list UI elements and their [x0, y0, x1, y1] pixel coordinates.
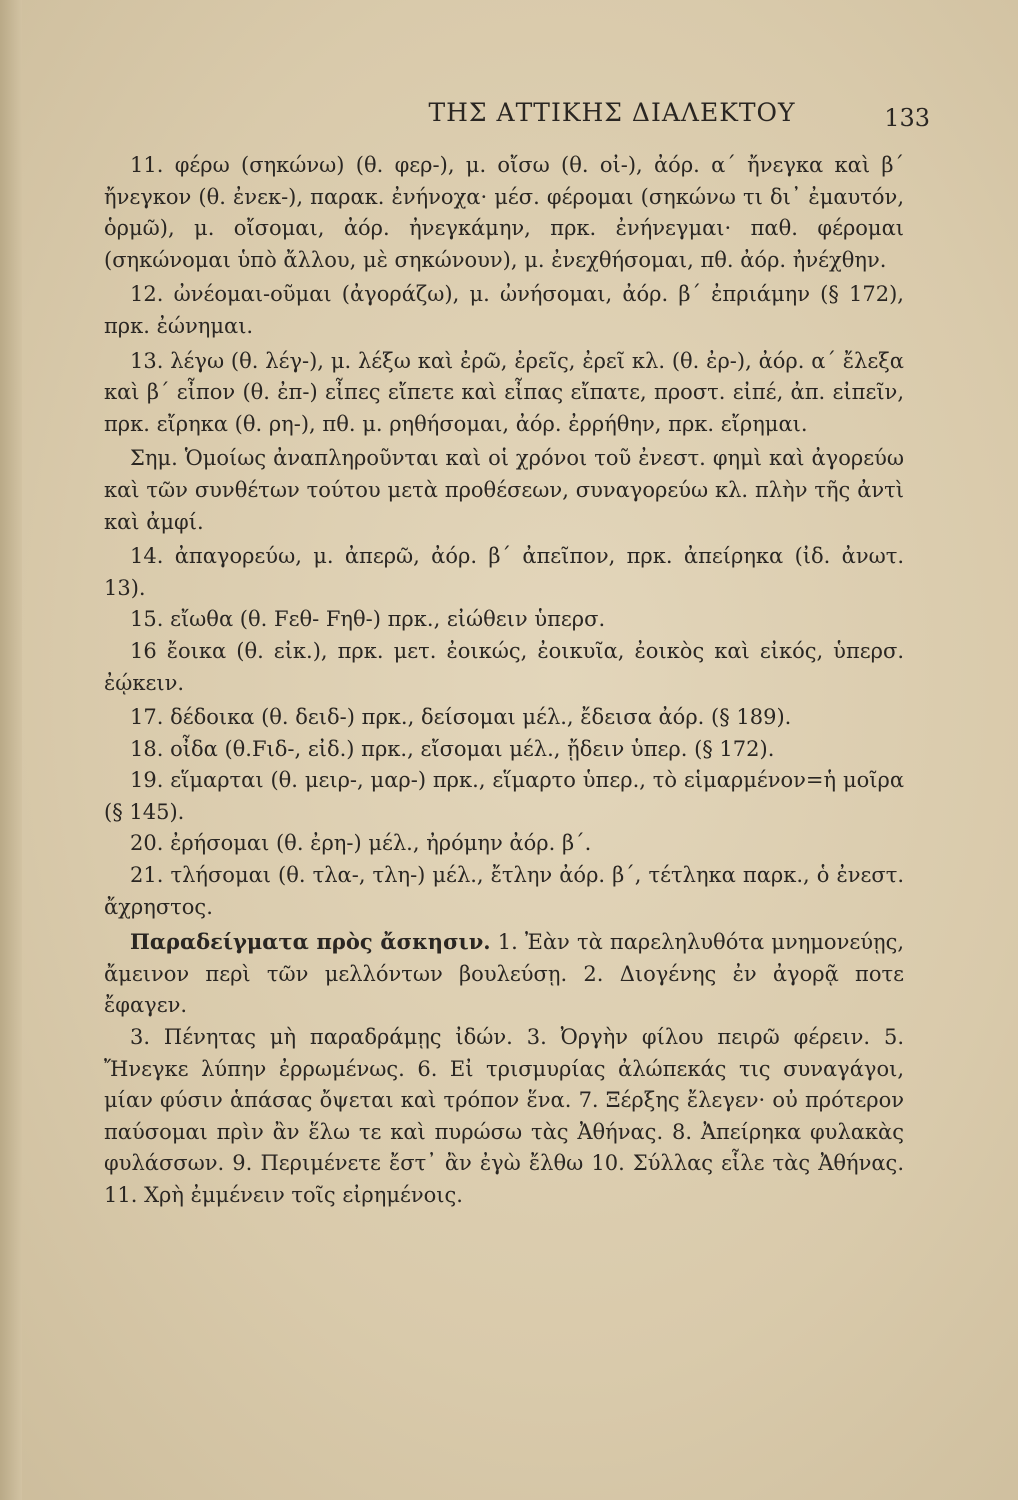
- entry-18: 18. οἶδα (θ.Fιδ-, εἰδ.) πρκ., εἴσομαι μέλ., ᾔδειν ὑπερ. (§ 172).: [130, 736, 775, 761]
- exercises-text: 1. Ἐὰν τὰ παρεληλυθότα μνημονεύῃς, ἄμεινον περὶ τῶν μελλόντων βουλεύσῃ. 2. Διογένης ἐν ἀγορᾷ ποτε ἔφαγεν.: [104, 930, 905, 1018]
- entry-17: 17. δέδοικα (θ. δειδ-) πρκ., δείσομαι μέλ., ἔδεισα ἀόρ. (§ 189).: [130, 705, 792, 730]
- entry-12: 12. ὠνέομαι-οῦμαι (ἀγοράζω), μ. ὠνήσομαι, ἀόρ. β΄ ἐπριάμην (§ 172), πρκ. ἐώνημαι.: [104, 282, 904, 338]
- note-paragraph: Σημ. Ὁμοίως ἀναπληροῦνται καὶ οἱ χρόνοι τοῦ ἐνεστ. φημὶ καὶ ἀγορεύω καὶ τῶν συνθέτων τούτου μετὰ προθέσεων, συναγορεύω κλ. πλὴν τῆς ἀντὶ καὶ ἀμφί.: [104, 446, 904, 534]
- entry-15: 15. εἴωθα (θ. Fεθ- Fηθ-) πρκ., εἰώθειν ὑπερσ.: [130, 607, 606, 632]
- exercises-heading: Παραδείγματα πρὸς ἄσκησιν.: [130, 929, 491, 955]
- entry-11: 11. φέρω (σηκώνω) (θ. φερ-), μ. οἴσω (θ. οἰ-), ἀόρ. α΄ ἤνεγκα καὶ β΄ ἤνεγκον (θ. ἐνεκ-), παρακ. ἐνήνοχα· μέσ. φέρομαι (σηκώνω τι δι᾽ ἐμαυτόν, ὁρμῶ), μ. οἴσομαι, ἀόρ. ἠνεγκάμην, πρκ. ἐνήνεγμαι· παθ. φέρομαι (σηκώνομαι ὑπὸ ἄλλου, μὲ σηκώνουν), μ. ἐνεχθήσομαι, πθ. ἀόρ. ἠνέχθην.: [104, 153, 904, 272]
- exercises-paragraph: [104, 926, 904, 1022]
- entry-19: 19. εἵμαρται (θ. μειρ-, μαρ-) πρκ., εἵμαρτο ὑπερ., τὸ εἱμαρμένον=ἡ μοῖρα (§ 145).: [104, 768, 904, 824]
- entry-14: 14. ἀπαγορεύω, μ. ἀπερῶ, ἀόρ. β΄ ἀπεῖπον, πρκ. ἀπείρηκα (ἰδ. ἀνωτ. 13).: [104, 544, 904, 600]
- running-header: ΤΗΣ ΑΤΤΙΚΗΣ ΔΙΑΛΕΚΤΟΥ: [428, 98, 796, 127]
- entry-13: 13. λέγω (θ. λέγ-), μ. λέξω καὶ ἐρῶ, ἐρεῖς, ἐρεῖ κλ. (θ. ἐρ-), ἀόρ. α΄ ἔλεξα καὶ β΄ εἶπον (θ. ἐπ-) εἶπες εἴπετε καὶ εἶπας εἴπατε, προστ. εἰπέ, ἀπ. εἰπεῖν, πρκ. εἴρηκα (θ. ρη-), πθ. μ. ρηθήσομαι, ἀόρ. ἐρρήθην, πρκ. εἴρημαι.: [104, 348, 904, 436]
- page-number: 133: [884, 104, 930, 132]
- page-body: [104, 150, 904, 1212]
- exercises-continued: 3. Πένητας μὴ παραδράμῃς ἰδών. 3. Ὀργὴν φίλου πειρῶ φέρειν. 5. Ἤνεγκε λύπην ἐρρωμένως. 6. Εἰ τρισμυρίας ἀλώπεκάς τις συναγάγοι, μίαν φύσιν ἁπάσας ὄψεται καὶ τρόπον ἕνα. 7. Ξέρξης ἔλεγεν· οὐ πρότερον παύσομαι πρὶν ἂν ἕλω τε καὶ πυρώσω τὰς Ἀθήνας. 8. Ἀπείρηκα φυλακὰς φυλάσσων. 9. Περιμένετε ἔστ᾽ ἂν ἐγὼ ἔλθω 10. Σύλλας εἷλε τὰς Ἀθήνας. 11. Χρὴ ἐμμένειν τοῖς εἰρημένοις.: [104, 1025, 904, 1207]
- entry-21: 21. τλήσομαι (θ. τλα-, τλη-) μέλ., ἔτλην ἀόρ. β΄, τέτληκα παρκ., ὁ ἐνεστ. ἄχρηστος.: [104, 863, 904, 919]
- entry-20: 20. ἐρήσομαι (θ. ἐρη-) μέλ., ἠρόμην ἀόρ. β΄.: [130, 831, 592, 856]
- entry-16: 16 ἔοικα (θ. εἰκ.), πρκ. μετ. ἐοικώς, ἐοικυῖα, ἐοικὸς καὶ εἰκός, ὑπερσ. ἐῴκειν.: [104, 638, 904, 695]
- page-gutter: [0, 0, 22, 1500]
